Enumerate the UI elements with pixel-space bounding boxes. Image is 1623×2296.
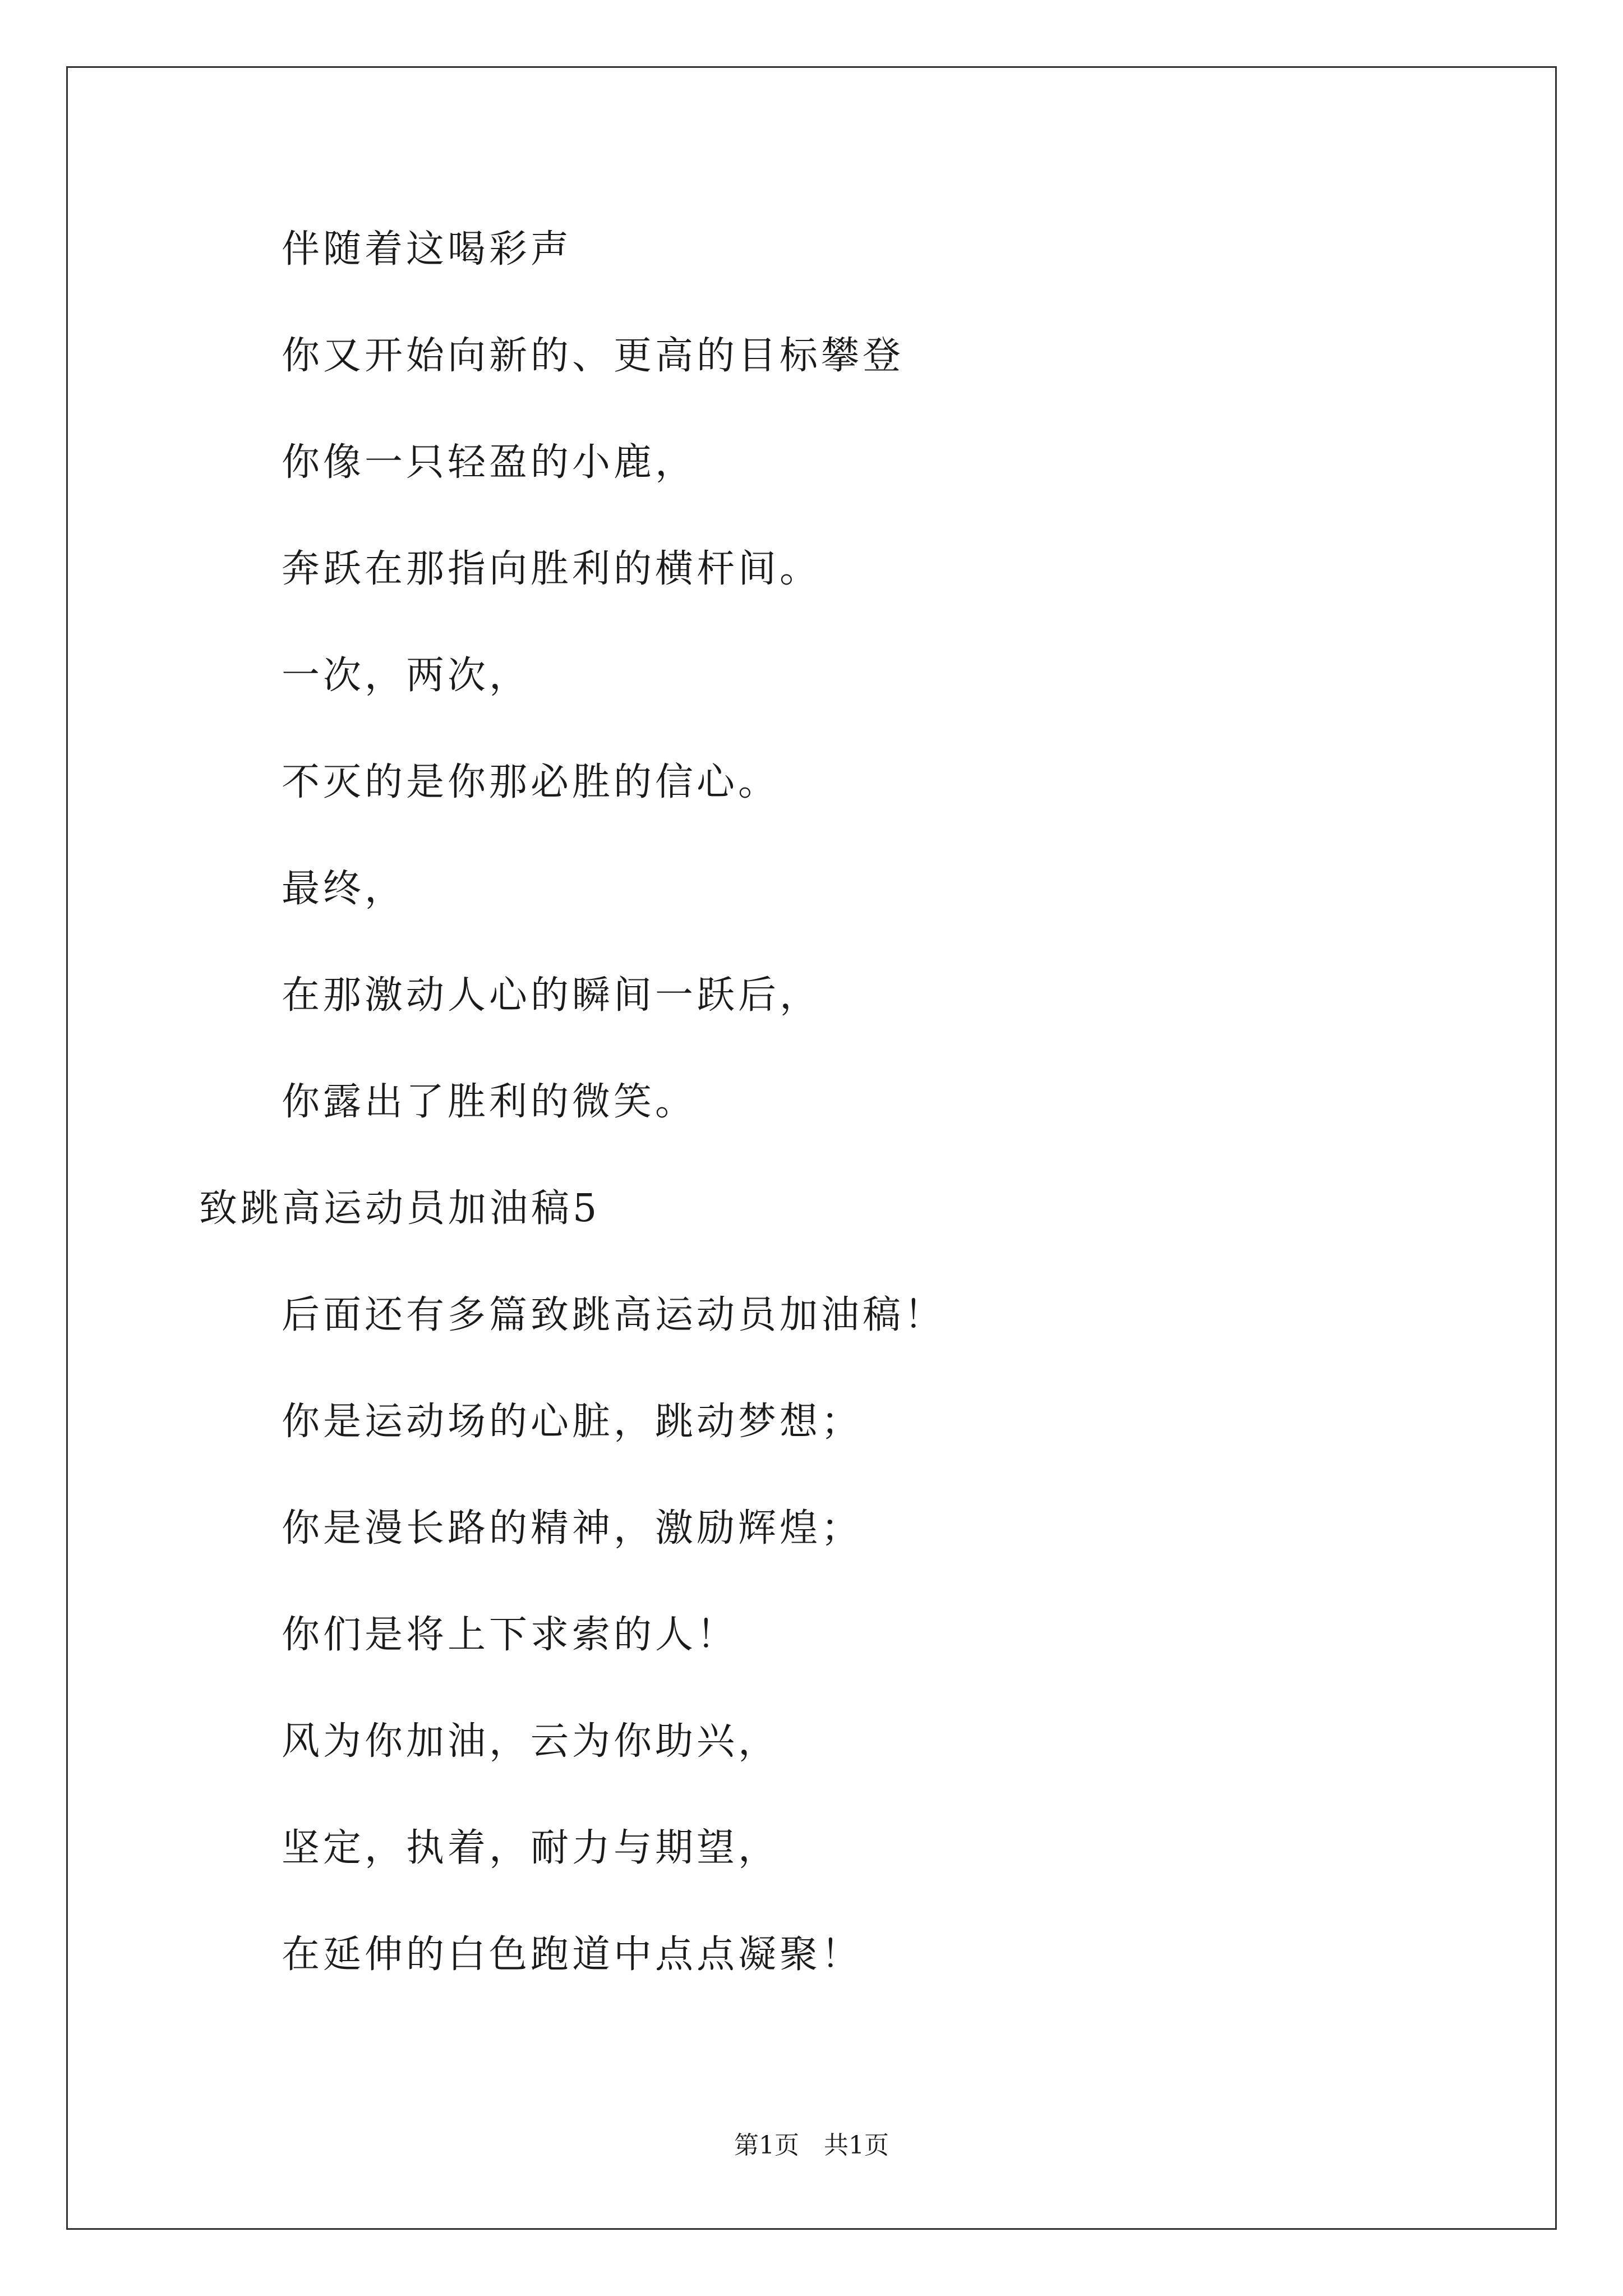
text-line: 你露出了胜利的微笑。 [282, 1080, 697, 1124]
text-line: 伴随着这喝彩声 [282, 227, 573, 272]
page-footer: 第1页 共1页 [734, 2131, 889, 2160]
text-line: 坚定，执着，耐力与期望， [282, 1826, 780, 1870]
text-line: 风为你加油，云为你助兴， [282, 1719, 780, 1764]
text-line: 后面还有多篇致跳高运动员加油稿！ [282, 1293, 946, 1337]
text-line: 你们是将上下求索的人！ [282, 1613, 739, 1657]
text-line: 你是漫长路的精神，激励辉煌； [282, 1506, 863, 1550]
text-line: 不灭的是你那必胜的信心。 [282, 760, 780, 804]
text-line: 一次，两次， [282, 654, 531, 698]
text-line: 你像一只轻盈的小鹿， [282, 440, 697, 485]
text-line: 最终， [282, 867, 407, 911]
text-line: 在那激动人心的瞬间一跃后， [282, 973, 822, 1018]
text-line: 你又开始向新的、更高的目标攀登 [282, 334, 905, 378]
text-line: 在延伸的白色跑道中点点凝聚！ [282, 1932, 863, 1977]
section-heading: 致跳高运动员加油稿5 [199, 1186, 601, 1231]
text-line: 奔跃在那指向胜利的横杆间。 [282, 547, 822, 591]
text-line: 你是运动场的心脏，跳动梦想； [282, 1400, 863, 1444]
